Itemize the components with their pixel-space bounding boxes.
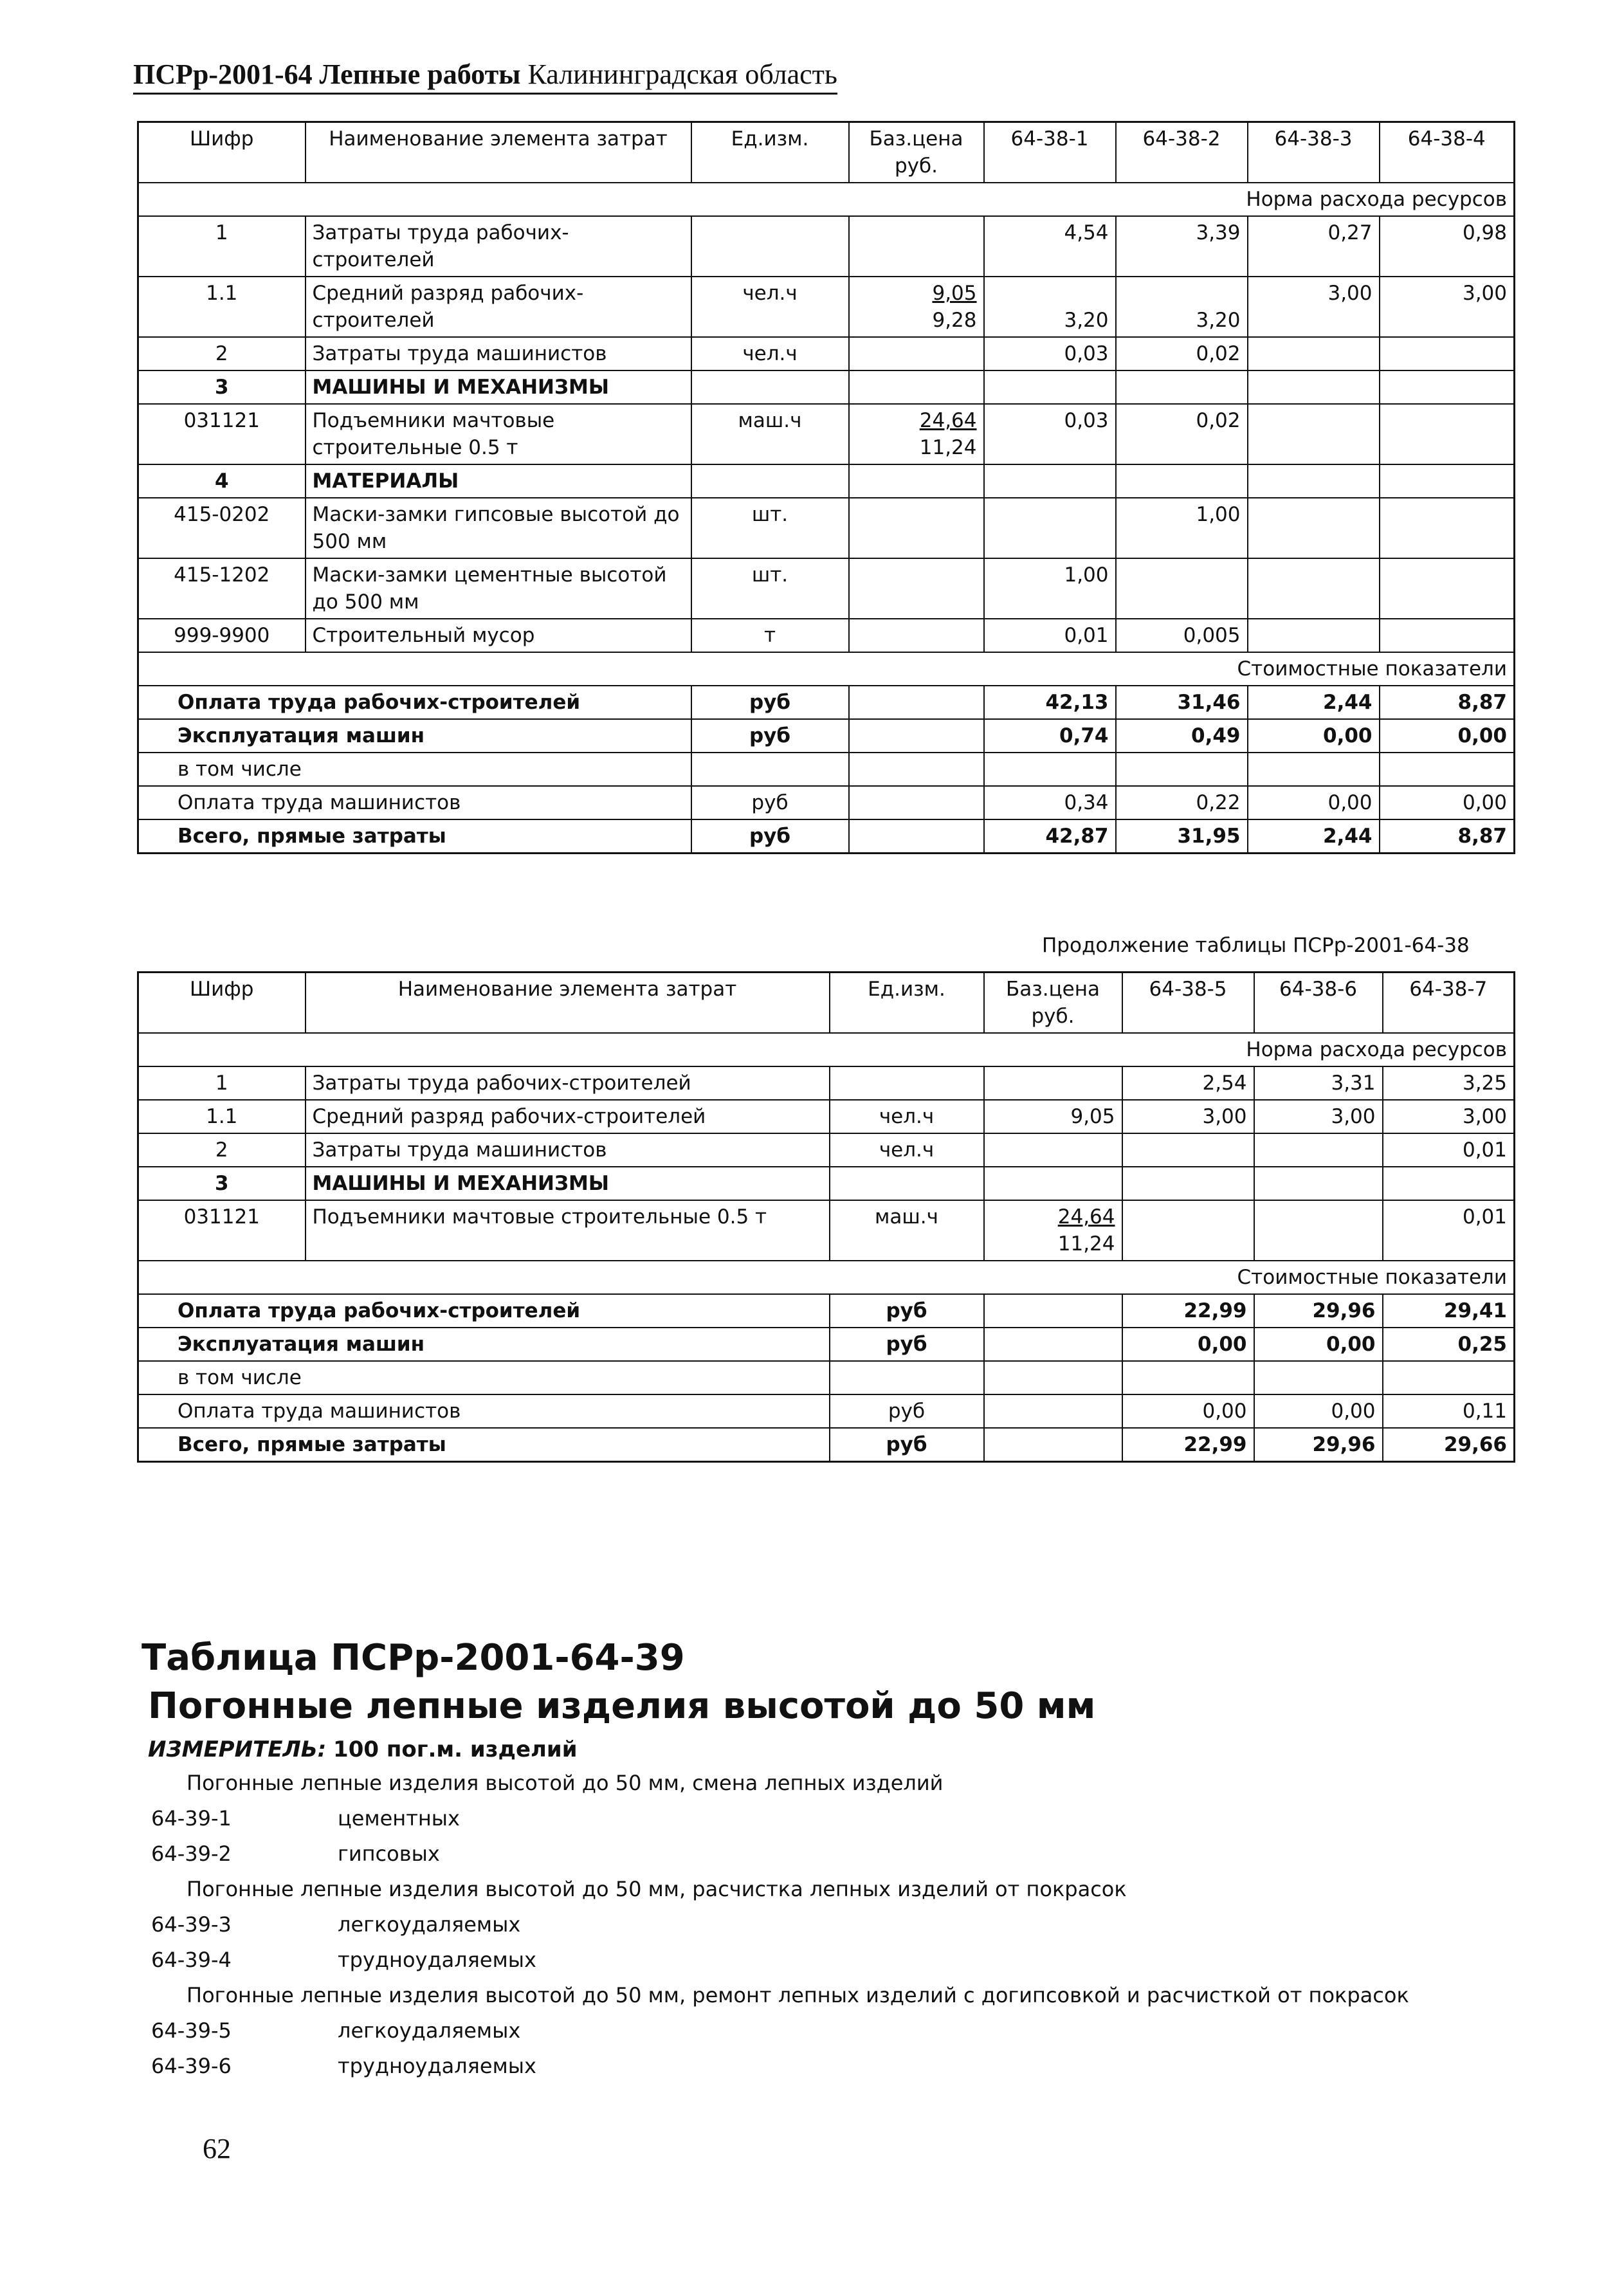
summary-value bbox=[1380, 753, 1515, 786]
current-price: 11,24 bbox=[919, 436, 977, 459]
name-cell: Подъемники мачтовые строительные 0.5 т bbox=[306, 404, 691, 464]
summary-value: 2,44 bbox=[1248, 819, 1380, 854]
resource-row bbox=[138, 216, 1515, 277]
unit-cell bbox=[830, 1066, 984, 1100]
summary-value: 42,13 bbox=[984, 686, 1116, 719]
name-cell: Средний разряд рабочих-строителей bbox=[306, 277, 691, 337]
summary-unit: руб bbox=[691, 686, 849, 719]
code-cell: 999-9900 bbox=[138, 619, 306, 652]
column-header: Баз.цена руб. bbox=[984, 973, 1122, 1034]
summary-value: 0,00 bbox=[1122, 1394, 1254, 1428]
column-header: Шифр bbox=[138, 122, 306, 183]
cost-caption: Стоимостные показатели bbox=[138, 652, 1515, 686]
summary-value: 42,87 bbox=[984, 819, 1116, 854]
summary-value: 0,00 bbox=[1248, 719, 1380, 753]
work-item bbox=[151, 2049, 1409, 2084]
work-item-text: легкоудаляемых bbox=[338, 2018, 521, 2043]
summary-value: 0,34 bbox=[984, 786, 1116, 819]
price-cell bbox=[849, 277, 984, 337]
summary-unit: руб bbox=[691, 786, 849, 819]
summary-label: Эксплуатация машин bbox=[138, 1328, 830, 1361]
header-row bbox=[138, 122, 1515, 183]
summary-label: Оплата труда машинистов bbox=[138, 786, 691, 819]
value-cell: 3,00 bbox=[1383, 1100, 1515, 1133]
base-price: 9,05 bbox=[932, 282, 977, 305]
value-cell bbox=[1248, 558, 1380, 619]
resource-table-64-38 bbox=[137, 121, 1515, 854]
value-cell bbox=[1380, 337, 1515, 370]
work-item-text: гипсовых bbox=[338, 1841, 440, 1866]
summary-unit: руб bbox=[830, 1428, 984, 1462]
measurer-value: 100 пог.м. изделий bbox=[333, 1737, 578, 1762]
summary-value bbox=[1254, 1361, 1383, 1394]
summary-value: 0,22 bbox=[1116, 786, 1248, 819]
work-item-code: 64-39-5 bbox=[151, 2018, 232, 2043]
summary-row bbox=[138, 1394, 1515, 1428]
work-item-text: трудноудаляемых bbox=[338, 2054, 536, 2078]
name-cell: Затраты труда машинистов bbox=[306, 1133, 830, 1167]
empty-cell bbox=[984, 464, 1116, 498]
value-cell: 3,00 bbox=[1122, 1100, 1254, 1133]
name-cell: Средний разряд рабочих-строителей bbox=[306, 1100, 830, 1133]
unit-cell: маш.ч bbox=[830, 1200, 984, 1261]
summary-value: 0,00 bbox=[1380, 719, 1515, 753]
work-items-list bbox=[151, 1766, 1409, 2084]
value-cell: 2,54 bbox=[1122, 1066, 1254, 1100]
value-cell: 3,00 bbox=[1380, 277, 1515, 337]
code-cell: 415-0202 bbox=[138, 498, 306, 558]
resource-row bbox=[138, 370, 1515, 404]
name-cell: Строительный мусор bbox=[306, 619, 691, 652]
name-cell: Маски-замки цементные высотой до 500 мм bbox=[306, 558, 691, 619]
value-cell bbox=[1380, 404, 1515, 464]
value-cell bbox=[1248, 619, 1380, 652]
summary-value: 8,87 bbox=[1380, 686, 1515, 719]
empty-cell bbox=[984, 1361, 1122, 1394]
empty-cell bbox=[1383, 1167, 1515, 1200]
empty-cell bbox=[849, 370, 984, 404]
summary-value: 0,00 bbox=[1248, 786, 1380, 819]
value-cell: 3,25 bbox=[1383, 1066, 1515, 1100]
column-header: 64-38-7 bbox=[1383, 973, 1515, 1034]
summary-label: Всего, прямые затраты bbox=[138, 819, 691, 854]
summary-value: 29,96 bbox=[1254, 1428, 1383, 1462]
code-cell: 031121 bbox=[138, 404, 306, 464]
summary-value: 29,66 bbox=[1383, 1428, 1515, 1462]
header-region: Калининградская область bbox=[527, 59, 837, 90]
value-cell: 0,03 bbox=[984, 337, 1116, 370]
page-number: 62 bbox=[203, 2133, 231, 2164]
summary-row bbox=[138, 686, 1515, 719]
value-cell: 3,00 bbox=[1248, 277, 1380, 337]
code-cell: 1.1 bbox=[138, 277, 306, 337]
value-cell: 3,20 bbox=[1116, 277, 1248, 337]
empty-cell bbox=[849, 786, 984, 819]
summary-value bbox=[1122, 1361, 1254, 1394]
summary-value: 0,00 bbox=[1254, 1394, 1383, 1428]
measurer-label: ИЗМЕРИТЕЛЬ: bbox=[148, 1737, 327, 1762]
value-cell: 3,39 bbox=[1116, 216, 1248, 277]
empty-cell bbox=[849, 753, 984, 786]
resource-row bbox=[138, 1167, 1515, 1200]
code-cell: 1 bbox=[138, 1066, 306, 1100]
work-item bbox=[151, 1907, 1409, 1942]
resource-table-64-38-continued bbox=[137, 971, 1515, 1463]
summary-label: в том числе bbox=[138, 753, 691, 786]
value-cell bbox=[1248, 337, 1380, 370]
resource-row bbox=[138, 619, 1515, 652]
summary-label: Всего, прямые затраты bbox=[138, 1428, 830, 1462]
summary-row bbox=[138, 1428, 1515, 1462]
empty-cell bbox=[1116, 464, 1248, 498]
value-cell: 0,005 bbox=[1116, 619, 1248, 652]
summary-value: 31,46 bbox=[1116, 686, 1248, 719]
cost-caption: Стоимостные показатели bbox=[138, 1261, 1515, 1294]
code-cell: 3 bbox=[138, 1167, 306, 1200]
unit-cell: чел.ч bbox=[830, 1133, 984, 1167]
value-cell bbox=[1122, 1200, 1254, 1261]
empty-cell bbox=[830, 1167, 984, 1200]
empty-cell bbox=[984, 1328, 1122, 1361]
measurer-line bbox=[148, 1737, 578, 1762]
price-cell bbox=[984, 1066, 1122, 1100]
column-header: 64-38-2 bbox=[1116, 122, 1248, 183]
resource-row bbox=[138, 404, 1515, 464]
summary-value: 0,25 bbox=[1383, 1328, 1515, 1361]
section-cell: МАШИНЫ И МЕХАНИЗМЫ bbox=[306, 1167, 830, 1200]
summary-label: Оплата труда рабочих-строителей bbox=[138, 1294, 830, 1328]
summary-unit: руб bbox=[691, 719, 849, 753]
code-cell: 1 bbox=[138, 216, 306, 277]
value-cell bbox=[984, 498, 1116, 558]
price-cell bbox=[849, 619, 984, 652]
empty-cell bbox=[984, 1394, 1122, 1428]
price-cell bbox=[984, 1133, 1122, 1167]
code-cell: 2 bbox=[138, 1133, 306, 1167]
value-cell: 0,01 bbox=[984, 619, 1116, 652]
summary-value: 0,74 bbox=[984, 719, 1116, 753]
summary-value: 0,00 bbox=[1380, 786, 1515, 819]
column-header: Шифр bbox=[138, 973, 306, 1034]
empty-cell bbox=[1254, 1167, 1383, 1200]
base-price: 24,64 bbox=[1057, 1205, 1115, 1229]
code-cell: 415-1202 bbox=[138, 558, 306, 619]
empty-cell bbox=[1248, 464, 1380, 498]
summary-unit: руб bbox=[830, 1394, 984, 1428]
column-header: Баз.цена руб. bbox=[849, 122, 984, 183]
code-cell: 4 bbox=[138, 464, 306, 498]
header-row bbox=[138, 973, 1515, 1034]
work-item-code: 64-39-6 bbox=[151, 2054, 232, 2078]
column-header: 64-38-1 bbox=[984, 122, 1116, 183]
work-item-text: легкоудаляемых bbox=[338, 1912, 521, 1937]
value-cell bbox=[1254, 1133, 1383, 1167]
summary-value: 8,87 bbox=[1380, 819, 1515, 854]
work-item-code: 64-39-4 bbox=[151, 1948, 232, 1972]
resource-row bbox=[138, 1100, 1515, 1133]
summary-unit: руб bbox=[830, 1294, 984, 1328]
summary-label: в том числе bbox=[138, 1361, 830, 1394]
empty-cell bbox=[691, 370, 849, 404]
resource-row bbox=[138, 1200, 1515, 1261]
price-cell bbox=[849, 337, 984, 370]
empty-cell bbox=[1380, 464, 1515, 498]
base-price: 24,64 bbox=[919, 409, 977, 432]
unit-cell: маш.ч bbox=[691, 404, 849, 464]
summary-label: Эксплуатация машин bbox=[138, 719, 691, 753]
value-cell bbox=[1122, 1133, 1254, 1167]
value-cell: 4,54 bbox=[984, 216, 1116, 277]
summary-row bbox=[138, 1328, 1515, 1361]
resource-row bbox=[138, 1066, 1515, 1100]
unit-cell: шт. bbox=[691, 558, 849, 619]
unit-cell: чел.ч bbox=[691, 337, 849, 370]
work-item bbox=[151, 1942, 1409, 1978]
column-header: Наименование элемента затрат bbox=[306, 973, 830, 1034]
work-group-heading: Погонные лепные изделия высотой до 50 мм, расчистка лепных изделий от покрасок bbox=[187, 1877, 1127, 1901]
summary-label: Оплата труда рабочих-строителей bbox=[138, 686, 691, 719]
current-price: 9,28 bbox=[932, 309, 977, 332]
value-cell: 0,98 bbox=[1380, 216, 1515, 277]
section-title: Таблица ПСРр-2001-64-39 bbox=[141, 1637, 685, 1679]
empty-cell bbox=[1122, 1167, 1254, 1200]
value-cell: 0,01 bbox=[1383, 1133, 1515, 1167]
section-cell: МАШИНЫ И МЕХАНИЗМЫ bbox=[306, 370, 691, 404]
column-header: Ед.изм. bbox=[691, 122, 849, 183]
resource-row bbox=[138, 277, 1515, 337]
value-cell bbox=[1116, 558, 1248, 619]
resource-row bbox=[138, 337, 1515, 370]
column-header: 64-38-4 bbox=[1380, 122, 1515, 183]
empty-cell bbox=[1380, 370, 1515, 404]
header-title: ПСРр-2001-64 Лепные работы bbox=[133, 59, 521, 90]
empty-cell bbox=[1116, 370, 1248, 404]
empty-cell bbox=[984, 1294, 1122, 1328]
work-group-heading: Погонные лепные изделия высотой до 50 мм, смена лепных изделий bbox=[187, 1771, 944, 1795]
value-cell: 0,01 bbox=[1383, 1200, 1515, 1261]
summary-value: 0,49 bbox=[1116, 719, 1248, 753]
summary-unit bbox=[691, 753, 849, 786]
unit-cell: чел.ч bbox=[691, 277, 849, 337]
summary-label: Оплата труда машинистов bbox=[138, 1394, 830, 1428]
summary-row bbox=[138, 786, 1515, 819]
code-cell: 2 bbox=[138, 337, 306, 370]
value-cell: 1,00 bbox=[1116, 498, 1248, 558]
summary-unit bbox=[830, 1361, 984, 1394]
summary-value: 2,44 bbox=[1248, 686, 1380, 719]
unit-cell: т bbox=[691, 619, 849, 652]
summary-row bbox=[138, 819, 1515, 854]
stoim-row bbox=[138, 652, 1515, 686]
value-cell: 0,02 bbox=[1116, 337, 1248, 370]
resource-row bbox=[138, 464, 1515, 498]
summary-value bbox=[1116, 753, 1248, 786]
code-cell: 3 bbox=[138, 370, 306, 404]
resource-row bbox=[138, 558, 1515, 619]
value-cell bbox=[1254, 1200, 1383, 1261]
empty-cell bbox=[849, 464, 984, 498]
work-item bbox=[151, 2013, 1409, 2049]
value-cell: 3,20 bbox=[984, 277, 1116, 337]
column-header: 64-38-6 bbox=[1254, 973, 1383, 1034]
name-cell: Затраты труда рабочих-строителей bbox=[306, 1066, 830, 1100]
empty-cell bbox=[984, 370, 1116, 404]
section-subtitle: Погонные лепные изделия высотой до 50 мм bbox=[148, 1685, 1096, 1727]
norma-caption: Норма расхода ресурсов bbox=[138, 183, 1515, 216]
value-cell: 1,00 bbox=[984, 558, 1116, 619]
code-cell: 031121 bbox=[138, 1200, 306, 1261]
value-cell: 0,03 bbox=[984, 404, 1116, 464]
summary-row bbox=[138, 1294, 1515, 1328]
summary-row bbox=[138, 753, 1515, 786]
empty-cell bbox=[984, 1167, 1122, 1200]
summary-unit: руб bbox=[830, 1328, 984, 1361]
summary-row bbox=[138, 719, 1515, 753]
code-cell: 1.1 bbox=[138, 1100, 306, 1133]
page-header bbox=[133, 57, 837, 95]
work-item-code: 64-39-2 bbox=[151, 1841, 232, 1866]
column-header: Наименование элемента затрат bbox=[306, 122, 691, 183]
resource-row bbox=[138, 1133, 1515, 1167]
unit-cell: чел.ч bbox=[830, 1100, 984, 1133]
column-header: Ед.изм. bbox=[830, 973, 984, 1034]
resource-row bbox=[138, 498, 1515, 558]
summary-value bbox=[984, 753, 1116, 786]
value-cell: 3,31 bbox=[1254, 1066, 1383, 1100]
norma-caption: Норма расхода ресурсов bbox=[138, 1033, 1515, 1066]
column-header: 64-38-3 bbox=[1248, 122, 1380, 183]
summary-row bbox=[138, 1361, 1515, 1394]
value-cell bbox=[1248, 498, 1380, 558]
summary-value: 29,96 bbox=[1254, 1294, 1383, 1328]
summary-value: 31,95 bbox=[1116, 819, 1248, 854]
base-price: 9,05 bbox=[1070, 1105, 1115, 1128]
empty-cell bbox=[849, 686, 984, 719]
value-cell: 3,00 bbox=[1254, 1100, 1383, 1133]
value-cell: 0,02 bbox=[1116, 404, 1248, 464]
work-group-heading: Погонные лепные изделия высотой до 50 мм, ремонт лепных изделий с догипсовкой и расчисткой от покрасок bbox=[187, 1983, 1409, 2007]
name-cell: Подъемники мачтовые строительные 0.5 т bbox=[306, 1200, 830, 1261]
summary-value bbox=[1248, 753, 1380, 786]
empty-cell bbox=[984, 1428, 1122, 1462]
name-cell: Затраты труда рабочих-строителей bbox=[306, 216, 691, 277]
summary-value: 22,99 bbox=[1122, 1294, 1254, 1328]
section-cell: МАТЕРИАЛЫ bbox=[306, 464, 691, 498]
column-header: 64-38-5 bbox=[1122, 973, 1254, 1034]
name-cell: Маски-замки гипсовые высотой до 500 мм bbox=[306, 498, 691, 558]
summary-value: 29,41 bbox=[1383, 1294, 1515, 1328]
summary-value: 0,00 bbox=[1254, 1328, 1383, 1361]
summary-value: 0,00 bbox=[1122, 1328, 1254, 1361]
summary-value bbox=[1383, 1361, 1515, 1394]
unit-cell bbox=[691, 216, 849, 277]
name-cell: Затраты труда машинистов bbox=[306, 337, 691, 370]
price-cell bbox=[849, 558, 984, 619]
norma-row bbox=[138, 1033, 1515, 1066]
work-item-text: цементных bbox=[338, 1806, 460, 1831]
price-cell bbox=[849, 404, 984, 464]
value-cell bbox=[1380, 558, 1515, 619]
value-cell bbox=[1248, 404, 1380, 464]
price-cell bbox=[849, 498, 984, 558]
value-cell bbox=[1380, 619, 1515, 652]
work-item bbox=[151, 1801, 1409, 1836]
stoim-row bbox=[138, 1261, 1515, 1294]
work-item-code: 64-39-3 bbox=[151, 1912, 232, 1937]
price-cell bbox=[849, 216, 984, 277]
summary-value: 22,99 bbox=[1122, 1428, 1254, 1462]
work-item-code: 64-39-1 bbox=[151, 1806, 232, 1831]
unit-cell: шт. bbox=[691, 498, 849, 558]
value-cell bbox=[1380, 498, 1515, 558]
work-item bbox=[151, 1836, 1409, 1872]
empty-cell bbox=[1248, 370, 1380, 404]
table-continuation-caption: Продолжение таблицы ПСРр-2001-64-38 bbox=[1042, 934, 1470, 957]
norma-row bbox=[138, 183, 1515, 216]
work-item-text: трудноудаляемых bbox=[338, 1948, 536, 1972]
empty-cell bbox=[849, 719, 984, 753]
price-cell bbox=[984, 1200, 1122, 1261]
summary-unit: руб bbox=[691, 819, 849, 854]
price-cell bbox=[984, 1100, 1122, 1133]
value-cell: 0,27 bbox=[1248, 216, 1380, 277]
summary-value: 0,11 bbox=[1383, 1394, 1515, 1428]
empty-cell bbox=[691, 464, 849, 498]
empty-cell bbox=[849, 819, 984, 854]
current-price: 11,24 bbox=[1057, 1232, 1115, 1256]
